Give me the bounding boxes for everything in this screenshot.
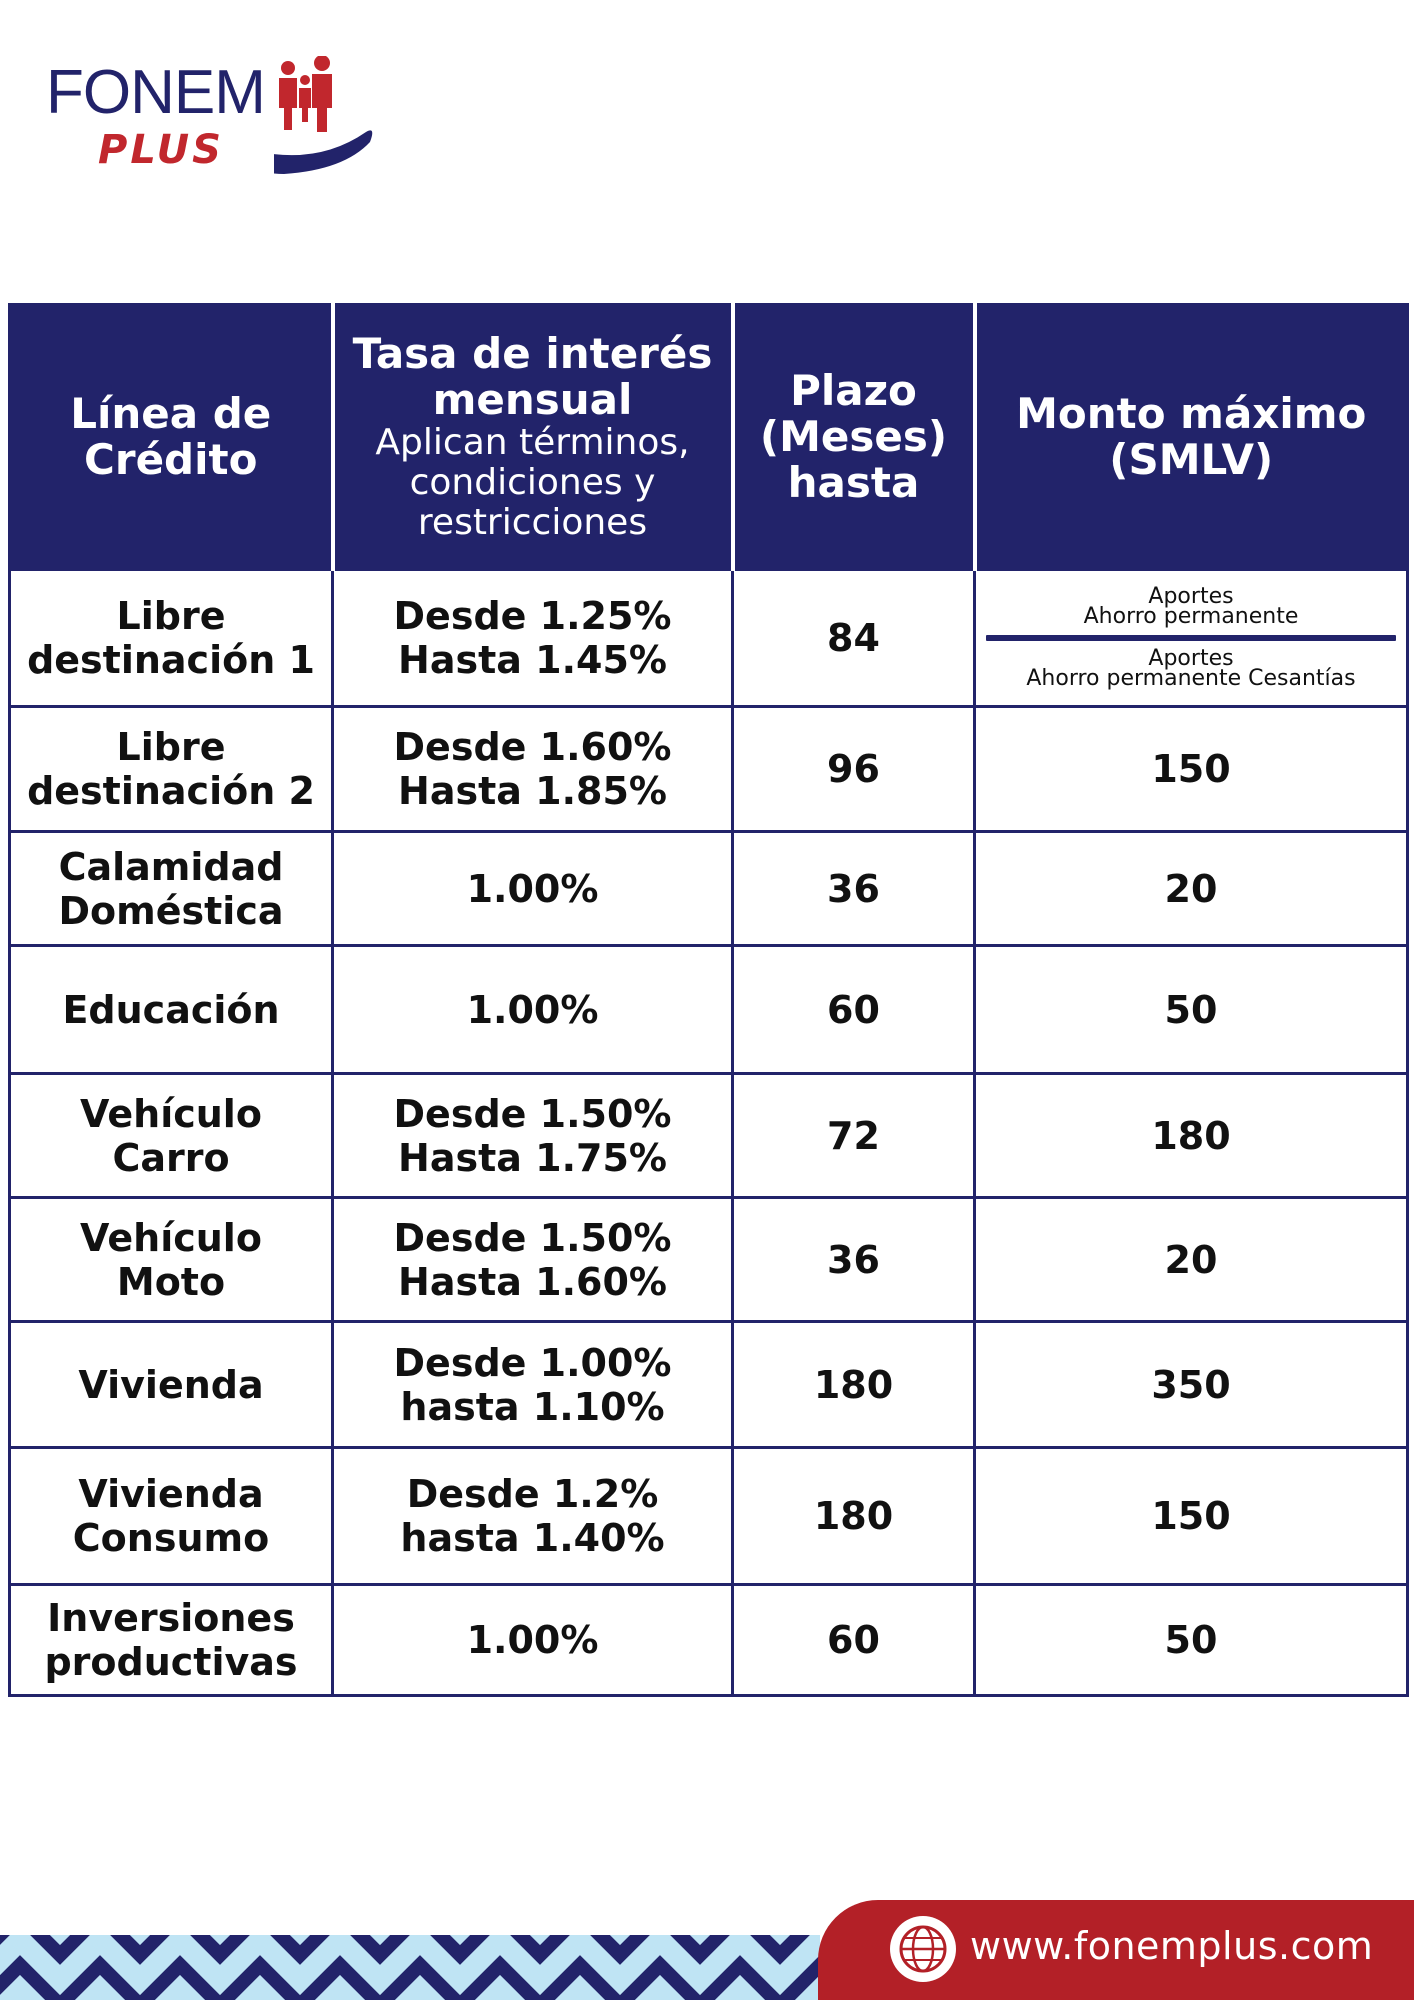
cell-text: 1.00% — [466, 866, 599, 911]
logo-plus: PLUS — [98, 127, 224, 173]
amount-top-note — [986, 584, 1396, 629]
credit-line-name — [10, 1074, 333, 1198]
table-row — [10, 946, 1408, 1074]
cell-text: Desde 1.50% — [393, 1215, 672, 1260]
cell-text: Moto — [116, 1259, 226, 1304]
table-row — [10, 1074, 1408, 1198]
interest-rate — [333, 570, 733, 707]
cell-text: Hasta 1.60% — [398, 1259, 667, 1304]
table-row — [10, 832, 1408, 946]
cell-text: productivas — [44, 1640, 298, 1684]
logo-wordmark: FONEM — [46, 58, 265, 127]
cell-text: Libre — [116, 594, 226, 638]
table-row — [10, 1322, 1408, 1448]
cell-text: destinación 2 — [27, 769, 315, 813]
term-months: 96 — [733, 707, 975, 832]
header-monthly-rate: Tasa de interés mensual Aplican términos, condiciones y restricciones — [333, 305, 733, 570]
table-row — [10, 1198, 1408, 1322]
cell-text: Vehículo — [80, 1091, 262, 1136]
cell-text: Hasta 1.85% — [398, 769, 667, 813]
cell-text: Educación — [62, 987, 280, 1032]
max-amount: 350 — [975, 1322, 1408, 1448]
term-months: 60 — [733, 946, 975, 1074]
cell-text: Vivienda — [78, 1472, 264, 1516]
cell-text: Hasta 1.75% — [398, 1135, 667, 1180]
term-months: 180 — [733, 1322, 975, 1448]
table-row — [10, 1585, 1408, 1696]
cell-text: Hasta 1.45% — [398, 638, 667, 682]
term-months: 180 — [733, 1448, 975, 1585]
term-months: 36 — [733, 1198, 975, 1322]
cell-text: Desde 1.60% — [393, 725, 672, 769]
interest-rate — [333, 707, 733, 832]
term-months: 84 — [733, 570, 975, 707]
cell-text: Desde 1.50% — [393, 1091, 672, 1136]
amount-split — [976, 584, 1406, 691]
cell-text: Ahorro permanente — [1083, 604, 1299, 629]
max-amount: 50 — [975, 946, 1408, 1074]
interest-rate — [333, 1198, 733, 1322]
credit-line-name — [10, 570, 333, 707]
table-row — [10, 707, 1408, 832]
max-amount: 50 — [975, 1585, 1408, 1696]
table-row — [10, 1448, 1408, 1585]
interest-rate — [333, 946, 733, 1074]
credit-lines-table — [8, 303, 1409, 1697]
max-amount: 20 — [975, 1198, 1408, 1322]
table-header-row — [10, 305, 1408, 570]
header-term: Plazo (Meses) hasta — [733, 305, 975, 570]
cell-text: Consumo — [72, 1516, 270, 1560]
term-months: 72 — [733, 1074, 975, 1198]
cell-text: Ahorro permanente Cesantías — [1026, 666, 1356, 691]
credit-line-name — [10, 1585, 333, 1696]
credit-line-name — [10, 1322, 333, 1448]
max-amount: 20 — [975, 832, 1408, 946]
family-hand-icon — [274, 56, 424, 176]
credit-line-name — [10, 1448, 333, 1585]
cell-text: Vivienda — [78, 1362, 264, 1407]
cell-text: 1.00% — [466, 987, 599, 1032]
max-amount — [975, 570, 1408, 707]
table-row — [10, 570, 1408, 707]
divider — [986, 635, 1396, 641]
credit-line-name — [10, 707, 333, 832]
interest-rate — [333, 832, 733, 946]
max-amount: 180 — [975, 1074, 1408, 1198]
website-url[interactable]: www.fonemplus.com — [970, 1924, 1374, 1968]
decorative-pattern — [0, 1935, 820, 2000]
header-max-amount: Monto máximo (SMLV) — [975, 305, 1408, 570]
globe-icon — [890, 1916, 956, 1982]
amount-bottom-note — [986, 646, 1396, 691]
website-badge[interactable] — [818, 1900, 1414, 2000]
cell-text: hasta 1.10% — [400, 1384, 665, 1429]
cell-text: Carro — [112, 1135, 230, 1180]
cell-text: Desde 1.2% — [406, 1472, 659, 1516]
interest-rate — [333, 1322, 733, 1448]
interest-rate — [333, 1585, 733, 1696]
max-amount: 150 — [975, 707, 1408, 832]
cell-text: Calamidad — [58, 844, 284, 889]
cell-text: Desde 1.25% — [393, 594, 672, 638]
fonem-plus-logo — [46, 56, 386, 176]
cell-text: Inversiones — [47, 1596, 295, 1640]
cell-text: destinación 1 — [27, 638, 315, 682]
cell-text: Aportes — [1148, 584, 1234, 609]
credit-line-name — [10, 832, 333, 946]
interest-rate — [333, 1074, 733, 1198]
interest-rate — [333, 1448, 733, 1585]
max-amount: 150 — [975, 1448, 1408, 1585]
cell-text: 1.00% — [466, 1618, 599, 1662]
cell-text: Desde 1.00% — [393, 1340, 672, 1385]
cell-text: Vehículo — [80, 1215, 262, 1260]
cell-text: hasta 1.40% — [400, 1516, 665, 1560]
header-credit-line: Línea de Crédito — [10, 305, 333, 570]
term-months: 36 — [733, 832, 975, 946]
credit-line-name — [10, 1198, 333, 1322]
credit-line-name — [10, 946, 333, 1074]
cell-text: Doméstica — [58, 888, 284, 933]
cell-text: Libre — [116, 725, 226, 769]
term-months: 60 — [733, 1585, 975, 1696]
cell-text: Aportes — [1148, 646, 1234, 671]
